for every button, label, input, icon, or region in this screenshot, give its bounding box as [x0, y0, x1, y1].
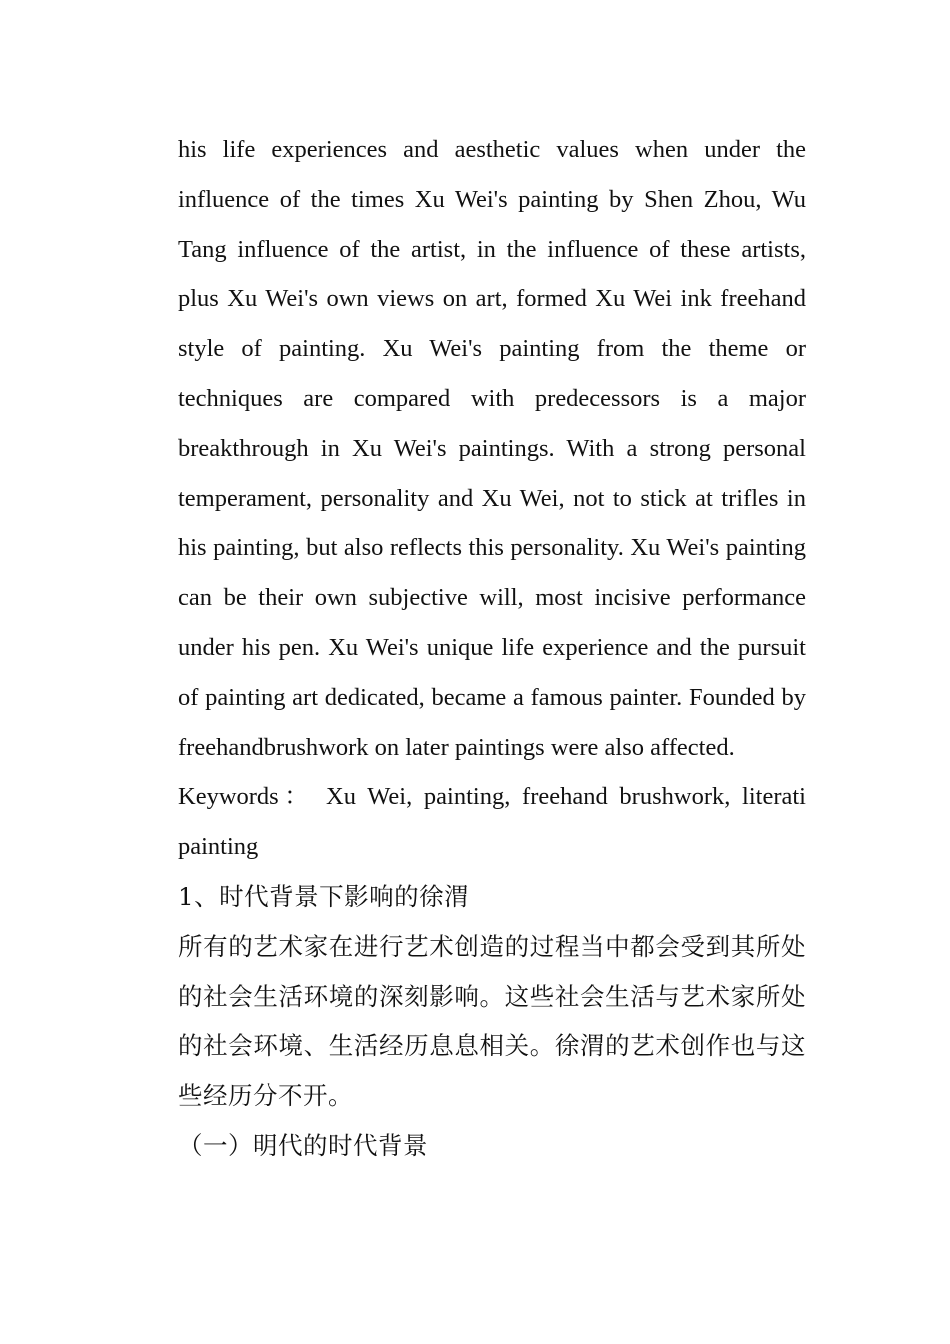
- page-content: [178, 125, 806, 1171]
- subsection-heading: （一）明代的时代背景: [178, 1130, 428, 1160]
- section-paragraph: 所有的艺术家在进行艺术创造的过程当中都会受到其所处的社会生活环境的深刻影响。这些社会生活与艺术家所处的社会环境、生活经历息息相关。徐渭的艺术创作也与这些经历分不开。: [178, 931, 806, 1111]
- keywords-line: Keywords： Xu Wei, painting, freehand brushwork, literati painting: [178, 783, 806, 861]
- section-heading: 1、时代背景下影响的徐渭: [178, 881, 470, 911]
- abstract-paragraph: his life experiences and aesthetic values when under the influence of the times Xu Wei's painting by Shen Zhou, Wu Tang influence of the artist, in the influence of these artists, plus Xu Wei's own views on art, formed Xu Wei ink freehand style of painting. Xu Wei's painting from the theme or techniques are compared with predecessors is a major breakthrough in Xu Wei's paintings. With a strong personal temperament, personality and Xu Wei, not to stick at trifles in his painting, but also reflects this personality. Xu Wei's painting can be their own subjective will, most incisive performance under his pen. Xu Wei's unique life experience and the pursuit of painting art dedicated, became a famous painter. Founded by freehandbrushwork on later paintings were also affected.: [178, 136, 806, 761]
